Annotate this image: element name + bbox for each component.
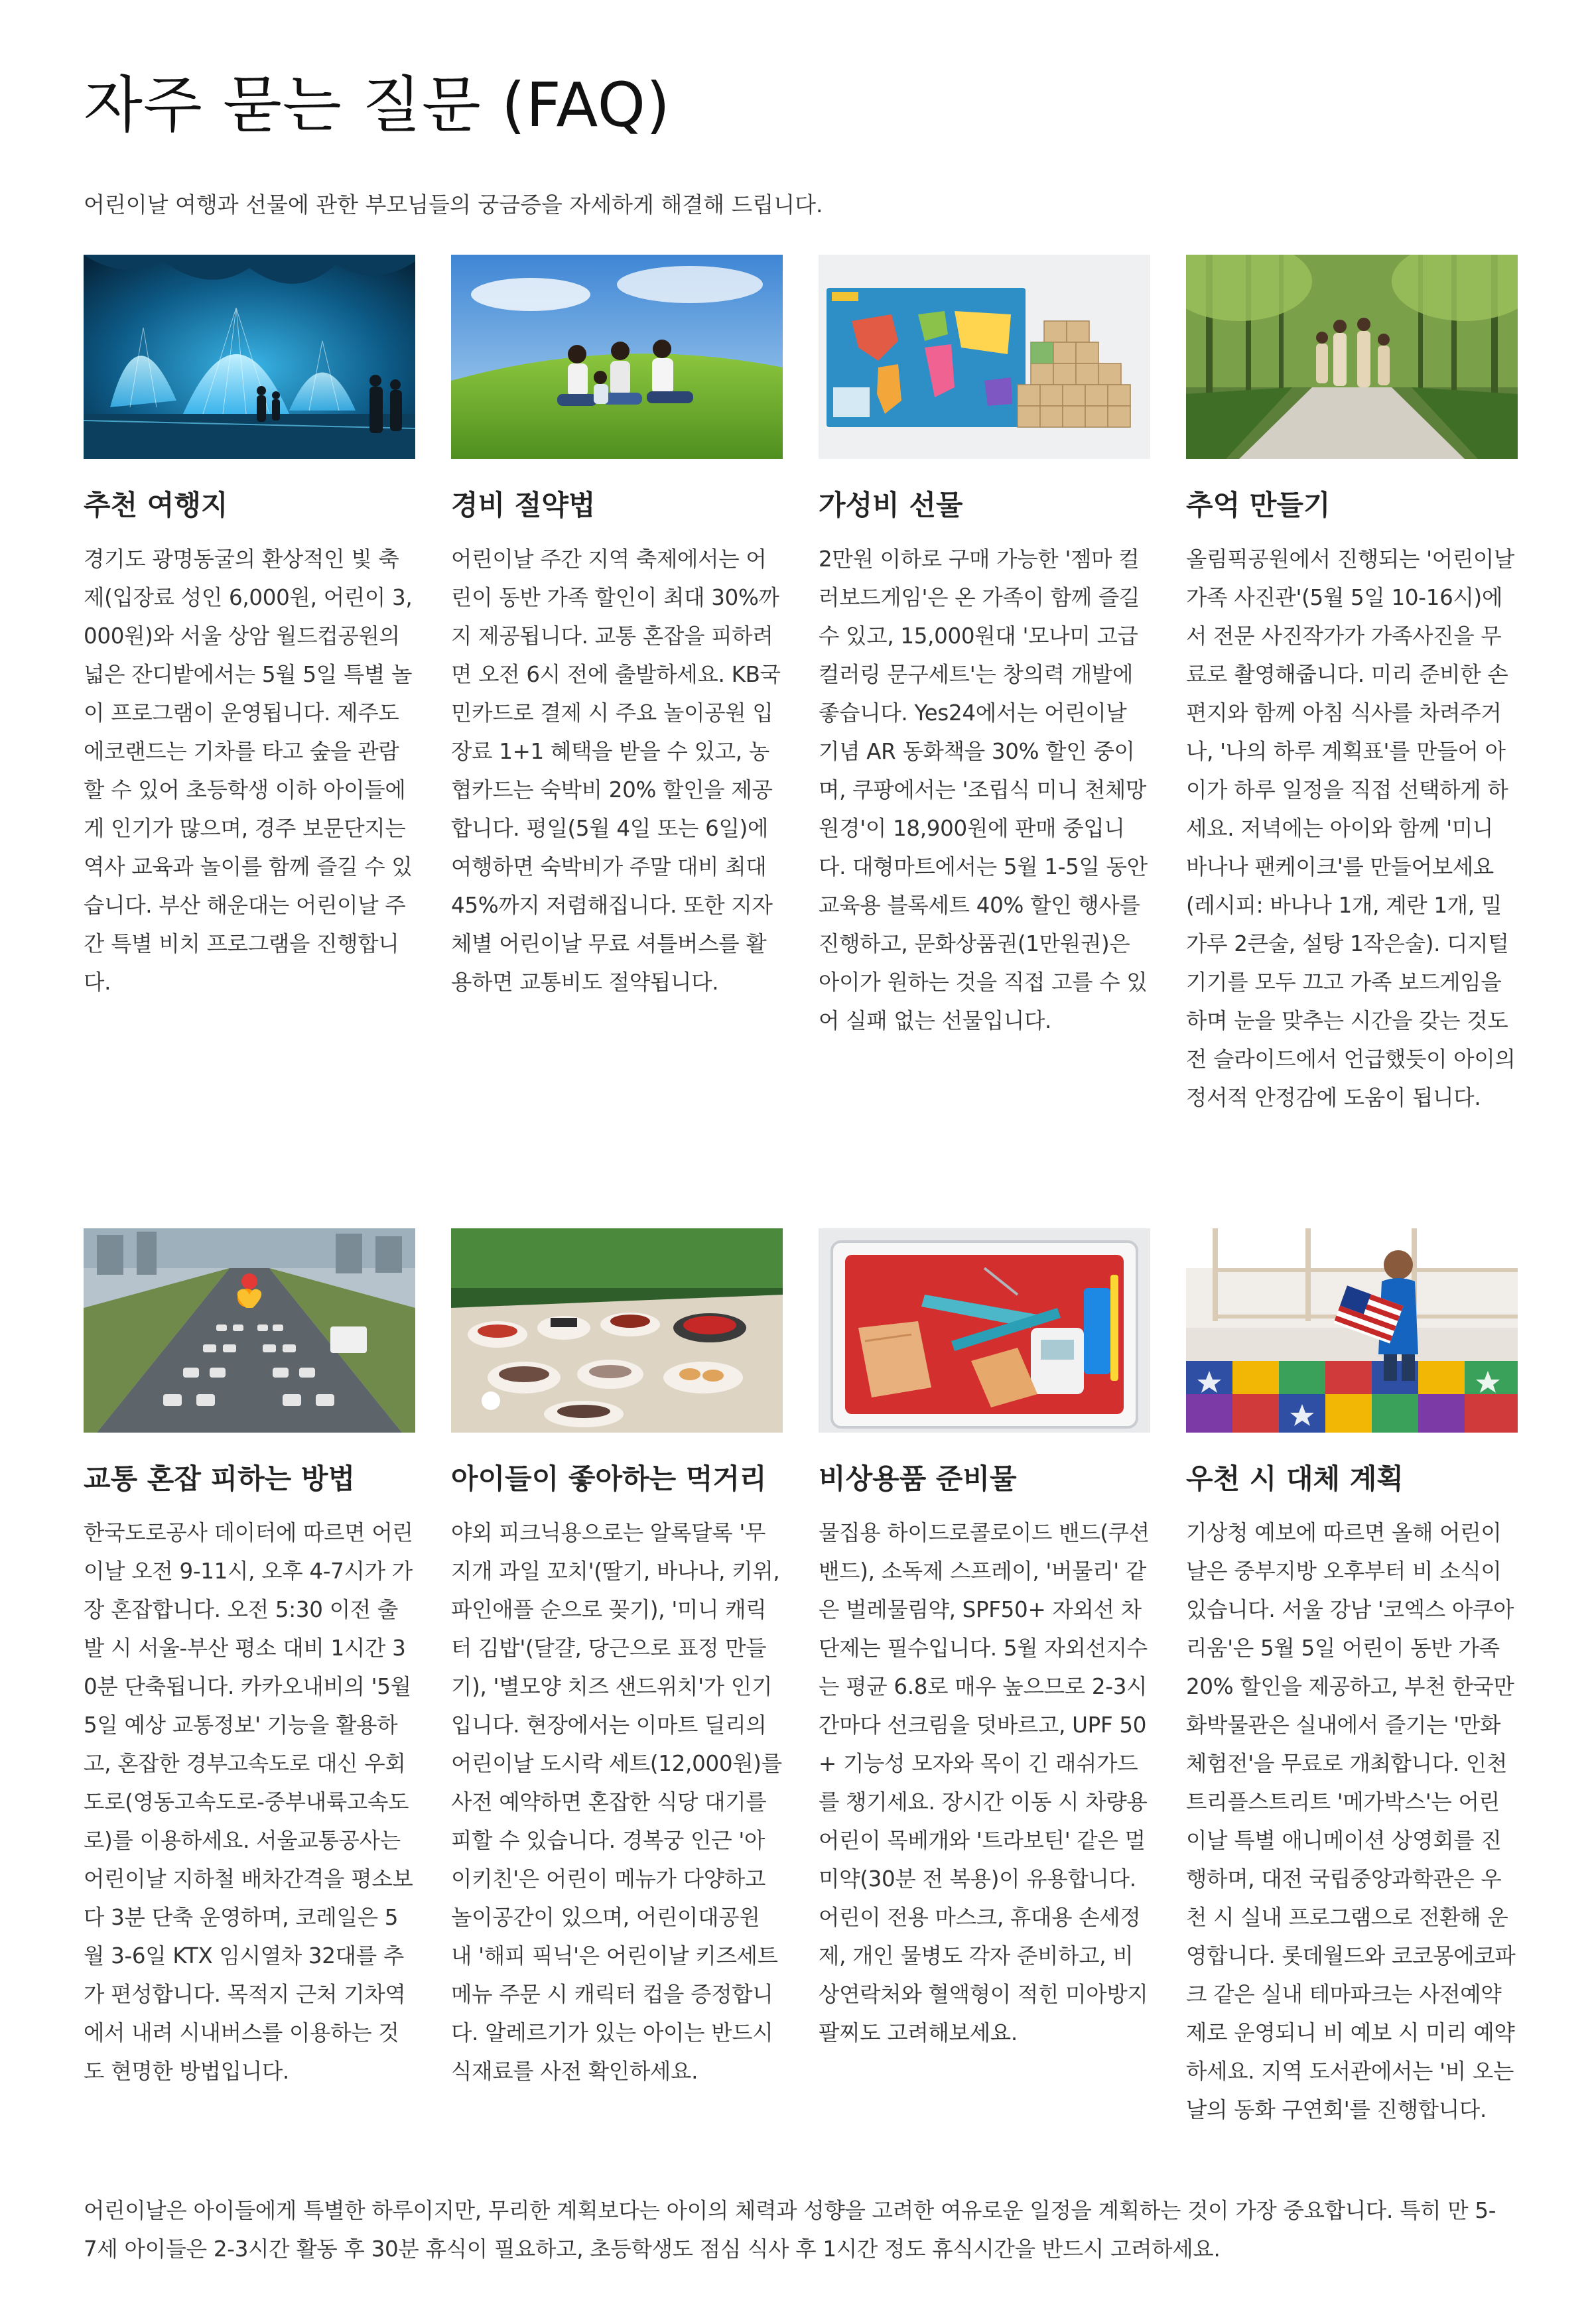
card-body: 기상청 예보에 따르면 올해 어린이날은 중부지방 오후부터 비 소식이 있습니다. 서울 강남 '코엑스 아쿠아리움'은 5월 5일 어린이 동반 가족 20% 할인을 제공하고, 부천 한국만화박물관은 실내에서 즐기는 '만화 체험전'을 무료로 개최합니다. 인천 트리플스트리트 '메가박스'는 어린이날 특별 애니메이션 상영회를 진행하며, 대전 국립중앙과학관은 우천 시 실내 프로그램으로 전환해 운영합니다. 롯데월드와 코코몽에코파크 같은 실내 테마파크는 사전예약제로 운영되니 비 예보 시 미리 예약하세요. 지역 도서관에서는 '비 오는 날의 동화 구연회'를 진행합니다. xyxy=(1186,1520,1516,2122)
family-park-path-image xyxy=(1186,255,1518,459)
card-title: 우천 시 대체 계획 xyxy=(1186,1462,1404,1495)
kids-food-spread-image xyxy=(451,1228,783,1433)
card-title: 아이들이 좋아하는 먹거리 xyxy=(451,1462,767,1495)
card-body: 한국도로공사 데이터에 따르면 어린이날 오전 9-11시, 오후 4-7시가 가장 혼잡합니다. 오전 5:30 이전 출발 시 서울-부산 평소 대비 1시간 30분 단축됩니다. 카카오내비의 '5월 5일 예상 교통정보' 기능을 활용하고, 혼잡한 경부고속도로 대신 우회도로(영동고속도로-중부내륙고속도로)를 이용하세요. 서울교통공사는 어린이날 지하철 배차간격을 평소보다 3분 단축 운영하며, 코레일은 5월 3-6일 KTX 임시열차 32대를 추가 편성합니다. 목적지 근처 기차역에서 내려 시내버스를 이용하는 것도 현명한 방법입니다. xyxy=(84,1520,413,2084)
faq-card-memories xyxy=(1186,255,1518,1117)
card-title: 가성비 선물 xyxy=(819,489,963,521)
faq-card-emergency xyxy=(819,1228,1150,2129)
card-body: 어린이날 주간 지역 축제에서는 어린이 동반 가족 할인이 최대 30%까지 제공됩니다. 교통 혼잡을 피하려면 오전 6시 전에 출발하세요. KB국민카드로 결제 시 주요 놀이공원 입장료 1+1 혜택을 받을 수 있고, 농협카드는 숙박비 20% 할인을 제공합니다. 평일(5월 4일 또는 6일)에 여행하면 숙박비가 주말 대비 최대 45%까지 저렴해집니다. 또한 지자체별 어린이날 무료 셔틀버스를 활용하면 교통비도 절약됩니다. xyxy=(451,547,781,995)
card-title: 추억 만들기 xyxy=(1186,489,1331,521)
page-title: 자주 묻는 질문 (FAQ) xyxy=(84,70,671,141)
family-on-grass-image xyxy=(451,255,783,459)
card-body: 경기도 광명동굴의 환상적인 빛 축제(입장료 성인 6,000원, 어린이 3,000원)와 서울 상암 월드컵공원의 넓은 잔디밭에서는 5월 5일 특별 놀이 프로그램이 운영됩니다. 제주도 에코랜드는 기차를 타고 숲을 관람할 수 있어 초등학생 이하 아이들에게 인기가 많으며, 경주 보문단지는 역사 교육과 놀이를 함께 즐길 수 있습니다. 부산 해운대는 어린이날 주간 특별 비치 프로그램을 진행합니다. xyxy=(84,547,413,995)
card-title: 경비 절약법 xyxy=(451,489,596,521)
faq-page xyxy=(84,0,1516,2324)
cave-light-festival-image xyxy=(84,255,415,459)
footer-note: 어린이날은 아이들에게 특별한 하루이지만, 무리한 계획보다는 아이의 체력과 성향을 고려한 여유로운 일정을 계획하는 것이 가장 중요합니다. 특히 만 5-7세 아이들은 2-3시간 활동 후 30분 휴식이 필요하고, 초등학생도 점심 식사 후 1시간 정도 휴식시간을 반드시 고려하세요. xyxy=(84,2198,1496,2262)
child-indoor-play-image xyxy=(1186,1228,1518,1433)
card-body: 물집용 하이드로콜로이드 밴드(쿠션밴드), 소독제 스프레이, '버물리' 같은 벌레물림약, SPF50+ 자외선 차단제는 필수입니다. 5월 자외선지수는 평균 6.8로 매우 높으므로 2-3시간마다 선크림을 덧바르고, UPF 50+ 기능성 모자와 목이 긴 래쉬가드를 챙기세요. 장시간 이동 시 차량용 어린이 목베개와 '트라보틴' 같은 멀미약(30분 전 복용)이 유용합니다. 어린이 전용 마스크, 휴대용 손세정제, 개인 물병도 각자 준비하고, 비상연락처와 혈액형이 적힌 미아방지 팔찌도 고려해보세요. xyxy=(819,1520,1150,2045)
page-subtitle: 어린이날 여행과 선물에 관한 부모님들의 궁금증을 자세하게 해결해 드립니다. xyxy=(84,192,823,218)
faq-card-gifts xyxy=(819,255,1150,1117)
first-aid-kit-image xyxy=(819,1228,1150,1433)
faq-card-traffic xyxy=(84,1228,415,2129)
faq-grid-row-2 xyxy=(84,1228,1516,2129)
faq-card-food xyxy=(451,1228,783,2129)
faq-card-rain-plan xyxy=(1186,1228,1518,2129)
card-title: 비상용품 준비물 xyxy=(819,1462,1017,1495)
card-body: 야외 피크닉용으로는 알록달록 '무지개 과일 꼬치'(딸기, 바나나, 키위, 파인애플 순으로 꽂기), '미니 캐릭터 김밥'(달걀, 당근으로 표정 만들기), '별모양 치즈 샌드위치'가 인기입니다. 현장에서는 이마트 딜리의 어린이날 도시락 세트(12,000원)를 사전 예약하면 혼잡한 식당 대기를 피할 수 있습니다. 경복궁 인근 '아이키친'은 어린이 메뉴가 다양하고 놀이공간이 있으며, 어린이대공원 내 '해피 픽닉'은 어린이날 키즈세트 메뉴 주문 시 캐릭터 컵을 증정합니다. 알레르기가 있는 아이는 반드시 식재료를 사전 확인하세요. xyxy=(451,1520,782,2084)
faq-card-travel xyxy=(84,255,415,1117)
faq-grid-row-1 xyxy=(84,255,1516,1117)
card-title: 추천 여행지 xyxy=(84,489,228,521)
card-body: 올림픽공원에서 진행되는 '어린이날 가족 사진관'(5월 5일 10-16시)에서 전문 사진작가가 가족사진을 무료로 촬영해줍니다. 미리 준비한 손편지와 함께 아침 식사를 차려주거나, '나의 하루 계획표'를 만들어 아이가 하루 일정을 직접 선택하게 하세요. 저녁에는 아이와 함께 '미니 바나나 팬케이크'를 만들어보세요(레시피: 바나나 1개, 계란 1개, 밀가루 2큰술, 설탕 1작은술). 디지털 기기를 모두 끄고 가족 보드게임을 하며 눈을 맞추는 시간을 갖는 것도 전 슬라이드에서 언급했듯이 아이의 정서적 안정감에 도움이 됩니다. xyxy=(1186,547,1516,1110)
card-body: 2만원 이하로 구매 가능한 '젬마 컬러보드게임'은 온 가족이 함께 즐길 수 있고, 15,000원대 '모나미 고급 컬러링 문구세트'는 창의력 개발에 좋습니다. Yes24에서는 어린이날 기념 AR 동화책을 30% 할인 중이며, 쿠팡에서는 '조립식 미니 천체망원경'이 18,900원에 판매 중입니다. 대형마트에서는 5월 1-5일 동안 교육용 블록세트 40% 할인 행사를 진행하고, 문화상품권(1만원권)은 아이가 원하는 것을 직접 고를 수 있어 실패 없는 선물입니다. xyxy=(819,547,1148,1033)
world-map-puzzle-image xyxy=(819,255,1150,459)
faq-card-budget xyxy=(451,255,783,1117)
card-title: 교통 혼잡 피하는 방법 xyxy=(84,1462,356,1495)
traffic-road-image xyxy=(84,1228,415,1433)
